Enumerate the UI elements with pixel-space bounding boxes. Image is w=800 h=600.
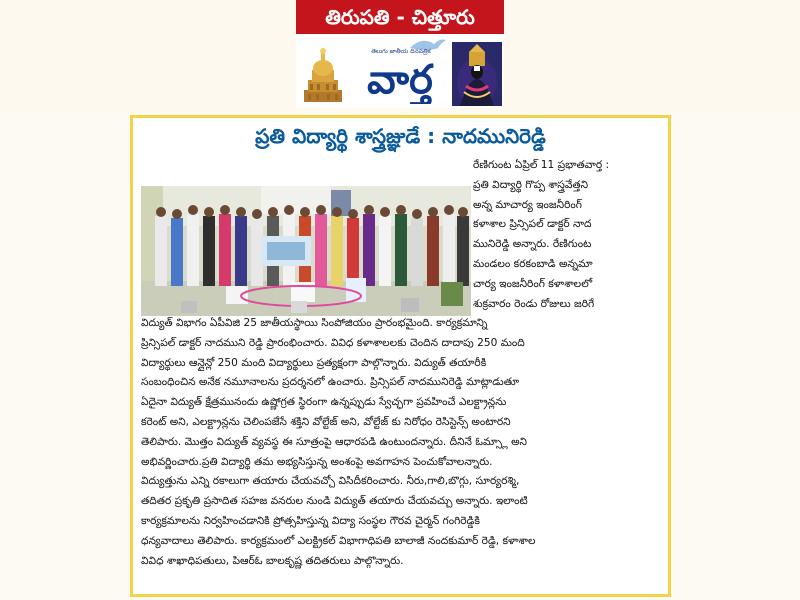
article-line: అన్న మాచార్య ఇంజనీరింగ్ xyxy=(473,198,582,211)
article-line: సంబంధించిన అనేక నమూనాలను ప్రదర్శనలో ఉంచారు. ప్రిన్సిపల్ నాదమునిరెడ్డి మాట్లాడుతూ xyxy=(141,376,520,389)
article-line: ప్రిన్సిపల్ డాక్టర్ నాదముని రెడ్డి ప్రారంభించారు. వివిధ కళాశాలలకు చెందిన దాదాపు 250 మంది xyxy=(141,336,525,349)
article-line: వివిధ శాఖాధిపతులు, పిఆర్ఓ బాలకృష్ణ తదితరులు పాల్గొన్నారు. xyxy=(141,554,404,567)
article-line: కార్యక్రమాలను నిర్వహించడానికి ప్రోత్సహిస్తున్న విద్యా సంస్థల గౌరవ చైర్మన్ గంగిరెడ్డికి xyxy=(141,514,480,527)
article-line: చార్య ఇంజనీరింగ్ కళాశాలలో xyxy=(473,277,593,290)
article-line: తెలిపారు. మొత్తం విద్యుత్ వ్యవస్థ ఈ సూత్రంపై ఆధారపడి ఉంటుందన్నారు. దీనినే ఓమ్స్లా అని xyxy=(141,435,527,448)
article-line: కరెంట్ అని, ఎలక్ట్రాన్లను చెలింపజేసే శక్తిని వోల్టేజ్ అని, వోల్టేజ్ కు నిరోధం రెసిస్టెన్స్ అంటారని xyxy=(141,415,511,428)
deity-icon xyxy=(452,42,502,106)
article-line: కళాశాల ప్రిన్సిపల్ డాక్టర్ నాద xyxy=(473,218,592,231)
article-line: శుక్రవారం రెండు రోజులు జరిగే xyxy=(473,297,595,310)
article-line: మండలం కరకంబాడి అన్నమా xyxy=(473,257,593,270)
edition-label: తిరుపతి - చిత్తూరు xyxy=(296,0,504,34)
article-line: విద్యుత్ విభాగం ఏపీవిజి 25 జాతీయస్థాయి సింపోజియం ప్రారంభమైంది. కార్యక్రమాన్ని xyxy=(141,317,488,329)
event-photo xyxy=(141,186,471,316)
masthead-title: వార్త xyxy=(367,57,433,103)
article-line: ప్రతి విద్యార్థి గొప్ప శాస్త్రవేత్తని xyxy=(473,178,589,191)
temple-icon xyxy=(298,44,348,104)
article-line: రేణిగుంట ఏప్రిల్ 11 ప్రభాతవార్త : xyxy=(473,159,610,171)
article-line: తదితర ప్రకృతి ప్రసాదిత సహజ వనరుల నుండి విద్యుత్ తయారు చేయవచ్చు అన్నారు. ఇలాంటి xyxy=(141,495,528,508)
article-body xyxy=(141,314,665,571)
article-line: విద్యుత్తును ఎన్ని రకాలుగా తయారు చేయవచ్చో విసిదీకరించారు. నీరు,గాలి,బొగ్గు, సూర్యరశ్మి, xyxy=(141,475,520,488)
article-headline: ప్రతి విద్యార్థి శాస్త్రజ్ఞుడే : నాదమునిరెడ్డి xyxy=(255,124,546,148)
masthead-tagline: తెలుగు జాతీయ దినపత్రిక xyxy=(371,48,431,55)
article-line: ధన్యవాదాలు తెలిపారు. కార్యక్రమంలో ఎలక్ట్రికల్ విభాగాధిపతి బాలాజీ నందకుమార్ రెడ్డి, కళాశాల xyxy=(141,534,536,547)
article-line: మునిరెడ్డి అన్నారు. రేణిగుంట xyxy=(473,238,592,251)
article-line: ఏదైనా విద్యుత్ క్షేత్రమునందు ఉష్ణోగ్రత స్థిరంగా ఉన్నప్పుడు స్వేచ్ఛగా ప్రవహించే ఎలక్ట్రాన్లను xyxy=(141,396,507,409)
article-lead-column xyxy=(473,156,665,314)
article-line: అభివర్ణించారు.ప్రతి విద్యార్థి తమ అభ్యసిస్తున్న అంశంపై అవగాహన పెంచుకోవాలన్నారు. xyxy=(141,455,493,468)
article-line: విద్యార్థులు ఆన్లైన్లో 250 మంది విద్యార్థులు ప్రత్యక్షంగా పాల్గొన్నారు. విద్యుత్ తయారీకి xyxy=(141,356,487,369)
news-article xyxy=(130,115,671,597)
